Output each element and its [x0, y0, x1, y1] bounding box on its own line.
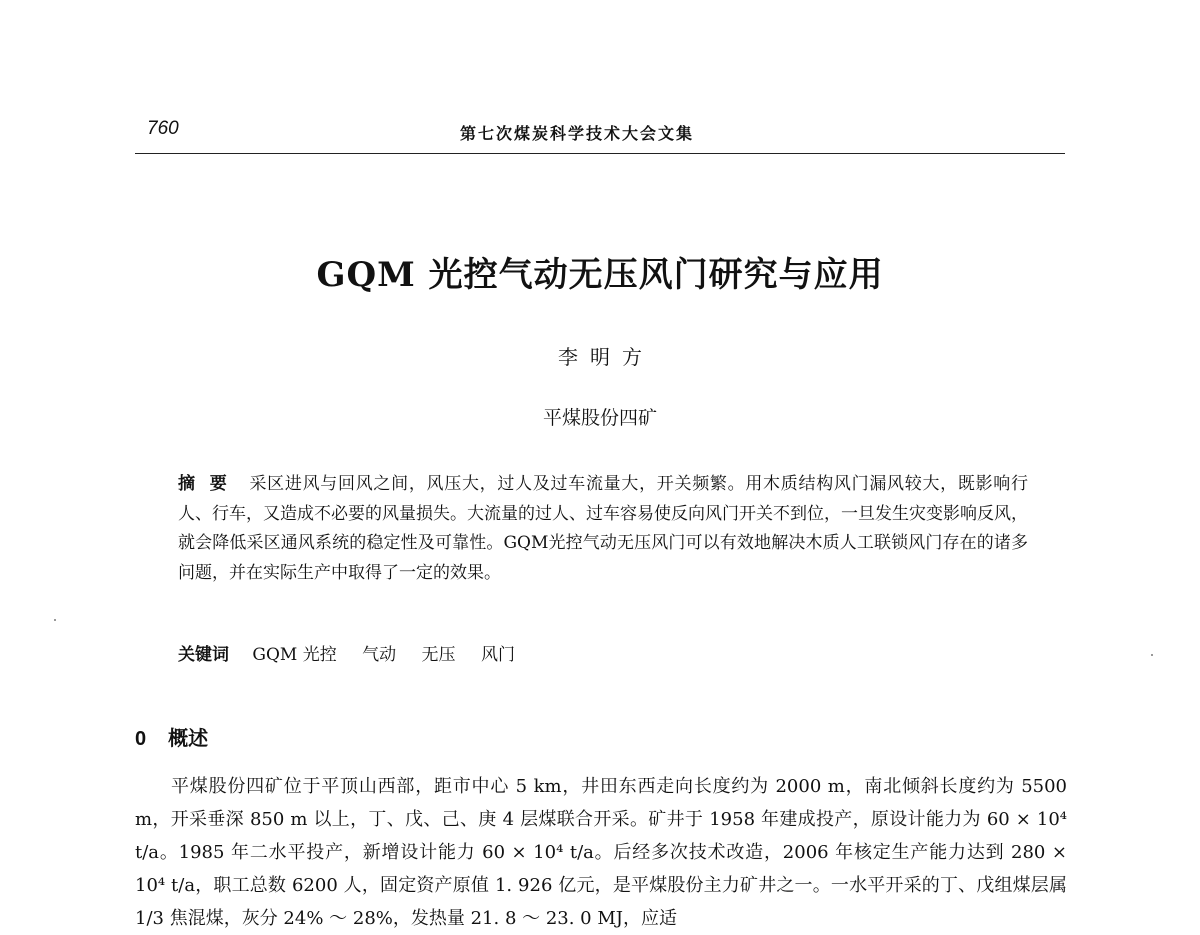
header-rule	[135, 153, 1065, 154]
abstract-label: 摘要	[178, 474, 242, 494]
section-title: 概述	[168, 728, 209, 750]
keyword: 无压	[421, 645, 456, 665]
affiliation: 平煤股份四矿	[542, 407, 657, 429]
body-paragraph: 平煤股份四矿位于平顶山西部，距市中心 5 km，井田东西走向长度约为 2000 m，南北倾斜长度约为 5500 m，开采垂深 850 m 以上，丁、戊、己、庚 4 层煤联合开采。矿井于 1958 年建成投产，原设计能力为 60 × 10⁴ t/a。1985 年二水平投产，新增设计能力 60 × 10⁴ t/a。后经多次技术改造，2006 年核定生产能力达到 280 × 10⁴ t/a，职工总数 6200 人，固定资产原值 1. 926 亿元，是平煤股份主力矿井之一。一水平开采的丁、戊组煤层属 1/3 焦混煤，灰分 24% ～ 28%，发热量 21. 8 ～ 23. 0 MJ，应适	[135, 776, 1067, 929]
abstract	[178, 470, 1028, 588]
section-number: 0	[135, 728, 147, 750]
section-heading	[135, 722, 208, 751]
running-header: 第七次煤炭科学技术大会文集	[460, 124, 695, 143]
scan-speck	[1151, 654, 1153, 656]
author-name: 李明方	[558, 345, 654, 369]
article-title: GQM 光控气动无压风门研究与应用	[316, 255, 884, 295]
keyword: 风门	[480, 645, 515, 665]
page-number: 760	[147, 118, 179, 139]
keywords	[178, 640, 535, 665]
scan-speck	[54, 619, 56, 621]
keyword: GQM 光控	[252, 645, 337, 665]
abstract-text: 采区进风与回风之间，风压大，过人及过车流量大，开关频繁。用木质结构风门漏风较大，既影响行人、行车，又造成不必要的风量损失。大流量的过人、过车容易使反向风门开关不到位，一旦发生灾变影响反风，就会降低采区通风系统的稳定性及可靠性。GQM光控气动无压风门可以有效地解决木质人工联锁风门存在的诸多问题，并在实际生产中取得了一定的效果。	[178, 474, 1029, 583]
keywords-label: 关键词	[178, 645, 229, 665]
keyword: 气动	[362, 645, 397, 665]
